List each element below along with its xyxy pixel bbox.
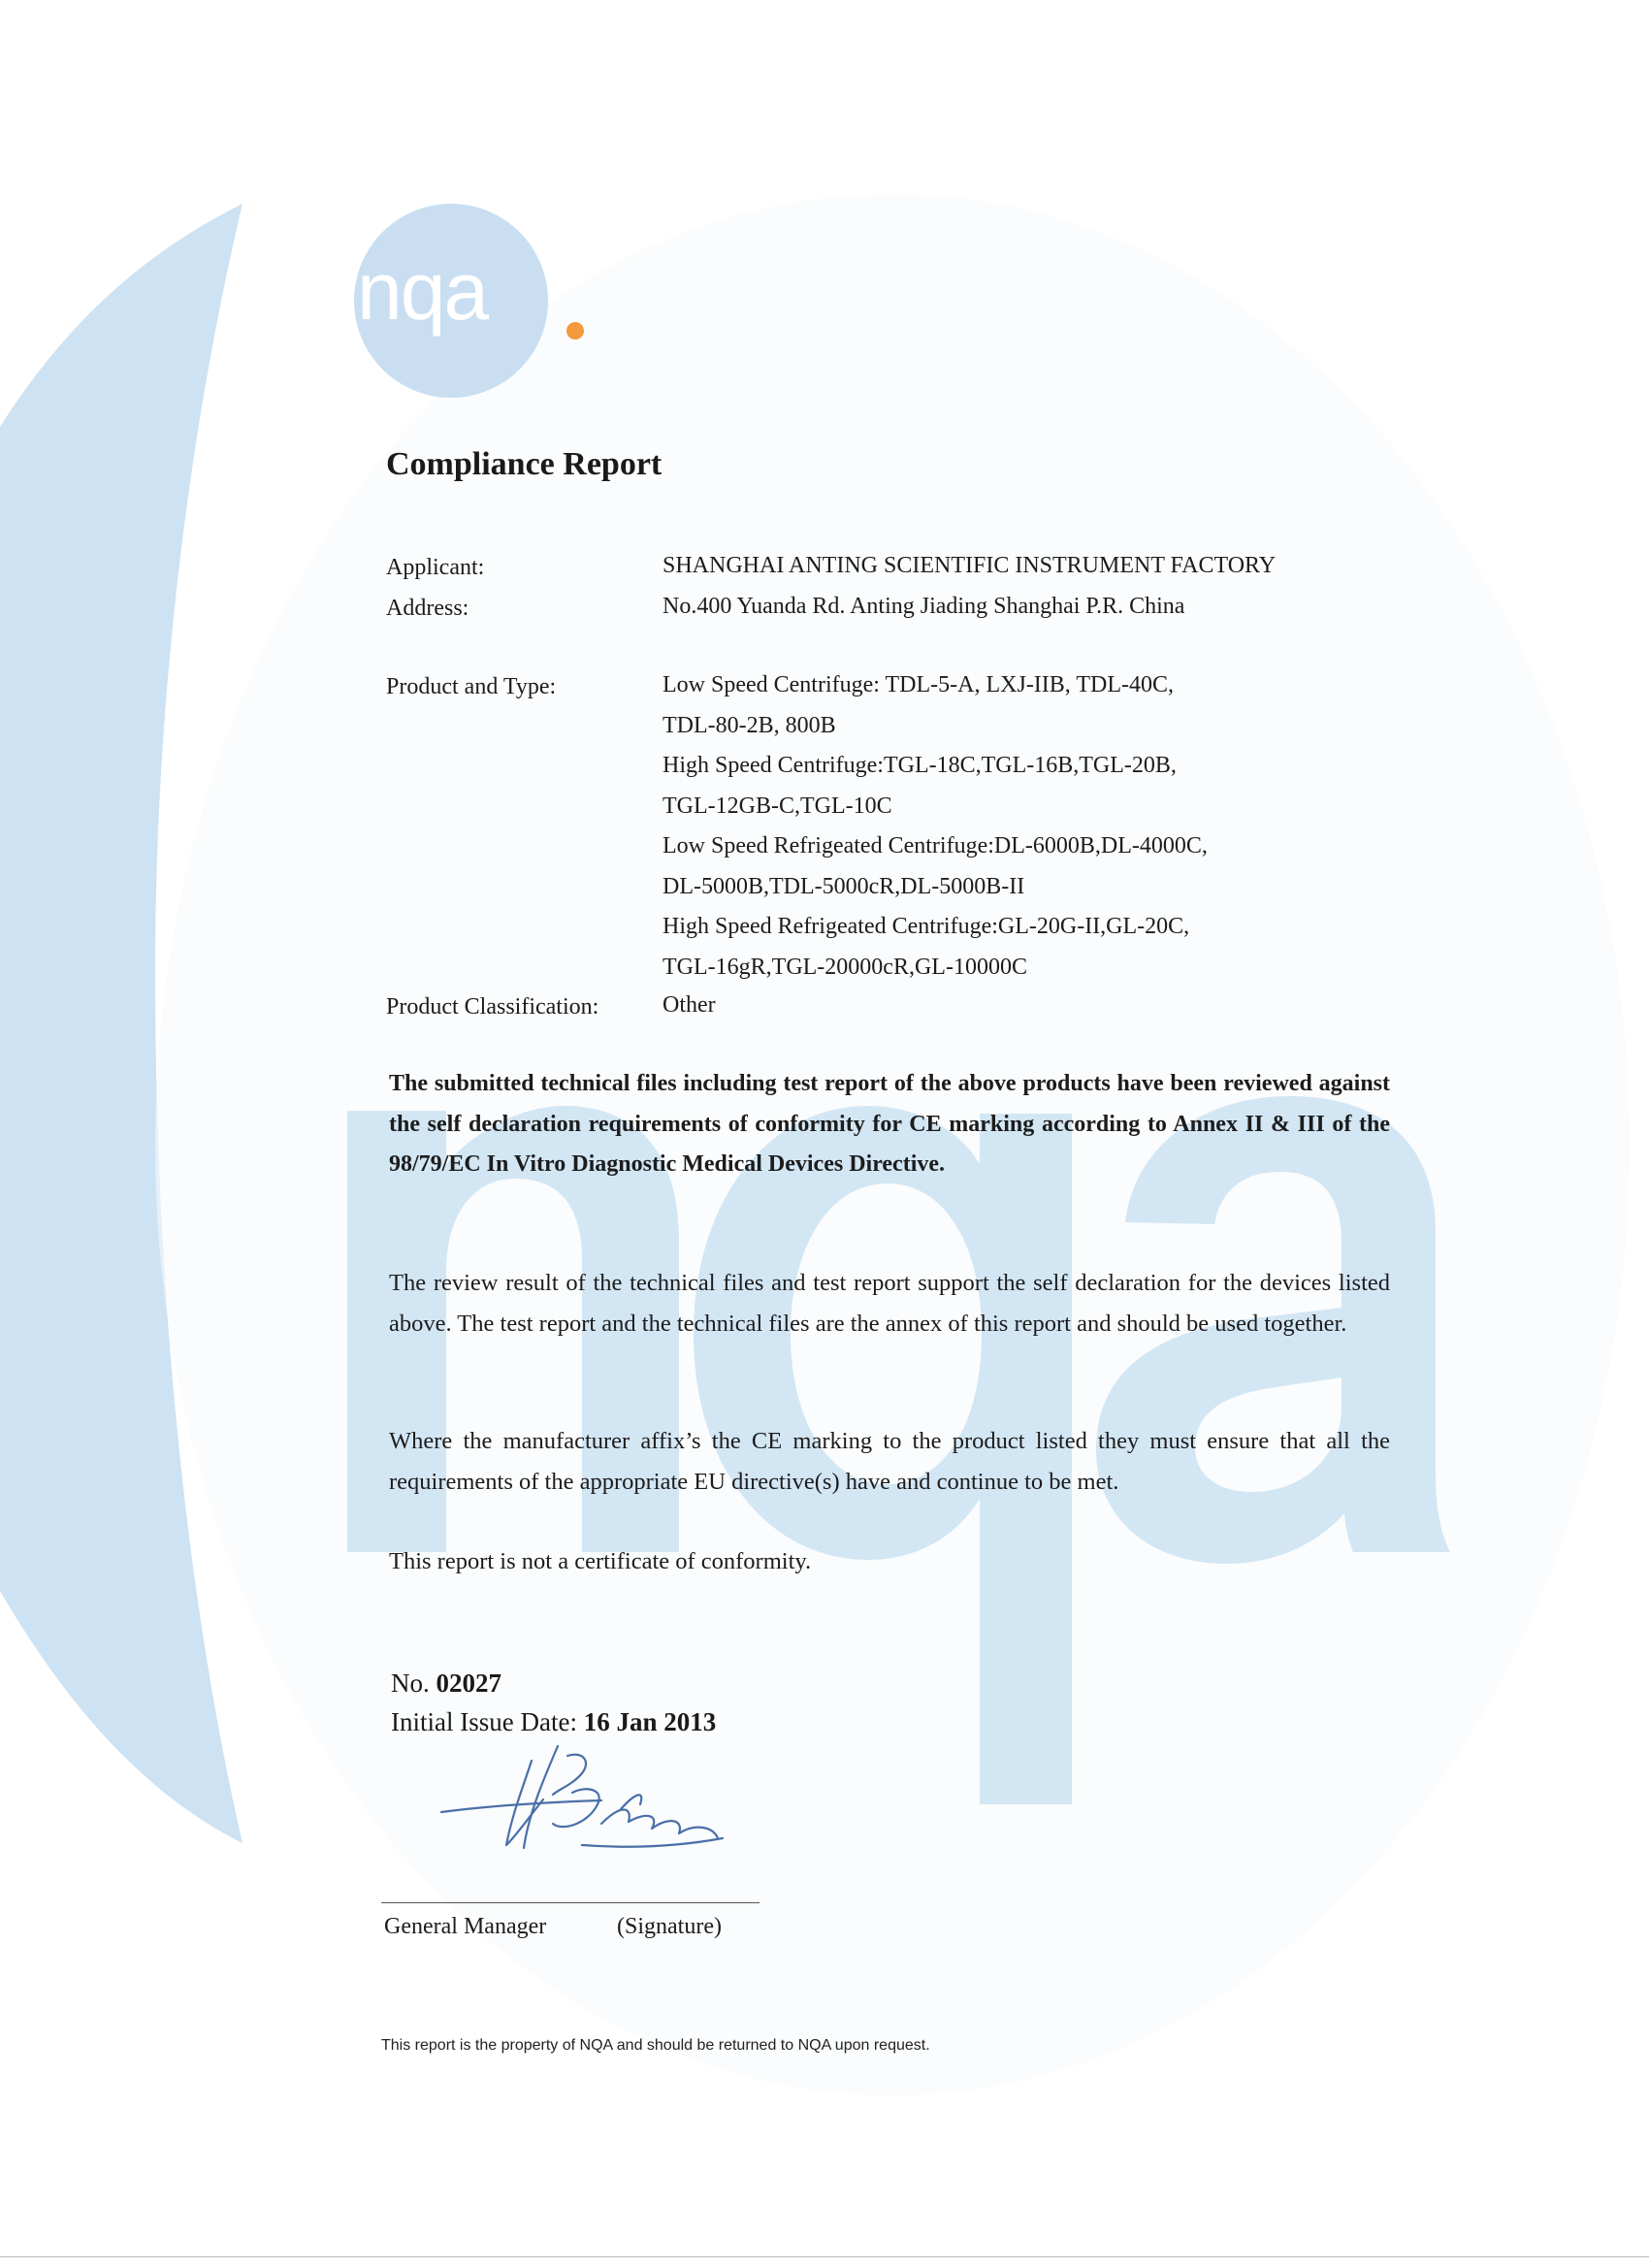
product-type-line: DL-5000B,TDL-5000cR,DL-5000B-II <box>663 874 1025 899</box>
report-number <box>391 1669 501 1699</box>
product-classification-label: Product Classification: <box>386 994 599 1020</box>
report-number-value: 02027 <box>436 1669 501 1698</box>
signature-label: (Signature) <box>617 1914 722 1939</box>
product-type-line: TGL-16gR,TGL-20000cR,GL-10000C <box>663 955 1027 980</box>
product-classification-value: Other <box>663 992 716 1018</box>
issue-date <box>391 1707 716 1737</box>
review-paragraph: The review result of the technical files and test report support the self declaration for the devices listed above. The test report and the technical files are the annex of this report and should be used together. <box>389 1270 1390 1337</box>
applicant-label: Applicant: <box>386 555 485 580</box>
manufacturer-paragraph: Where the manufacturer affix’s the CE marking to the product listed they must ensure that all the requirements of the appropriate EU directive(s) have and continue to be met. <box>389 1428 1390 1495</box>
product-type-label: Product and Type: <box>386 674 557 699</box>
statement-paragraph: The submitted technical files including test report of the above products have been reviewed against the self declaration requirements of conformity for CE marking according to Annex II & III of the 98/79/EC In Vitro Diagnostic Medical Devices Directive. <box>389 1071 1390 1177</box>
address-label: Address: <box>386 596 469 621</box>
logo-orange-dot <box>566 322 584 340</box>
issue-date-label: Initial Issue Date: <box>391 1707 577 1736</box>
page-title: Compliance Report <box>386 446 663 482</box>
product-type-line: TDL-80-2B, 800B <box>663 713 836 738</box>
issue-date-value: 16 Jan 2013 <box>583 1707 717 1736</box>
product-type-line: High Speed Centrifuge:TGL-18C,TGL-16B,TGL-20B, <box>663 753 1177 778</box>
product-type-line: Low Speed Refrigeated Centrifuge:DL-6000B,DL-4000C, <box>663 833 1208 859</box>
product-type-line: TGL-12GB-C,TGL-10C <box>663 794 892 819</box>
address-value: No.400 Yuanda Rd. Anting Jiading Shanghai P.R. China <box>663 594 1185 619</box>
signature-line <box>381 1902 760 1903</box>
nqa-logo-text: nqa <box>357 245 488 337</box>
signatory-title: General Manager <box>384 1914 547 1939</box>
not-certificate-paragraph: This report is not a certificate of conformity. <box>389 1548 812 1574</box>
applicant-value: SHANGHAI ANTING SCIENTIFIC INSTRUMENT FACTORY <box>663 553 1277 578</box>
product-type-line: High Speed Refrigeated Centrifuge:GL-20G-II,GL-20C, <box>663 914 1190 939</box>
scan-edge-line <box>0 2256 1649 2257</box>
product-type-line: Low Speed Centrifuge: TDL-5-A, LXJ-IIB, TDL-40C, <box>663 672 1175 697</box>
footer-note: This report is the property of NQA and should be returned to NQA upon request. <box>381 2037 930 2054</box>
report-number-label: No. <box>391 1669 430 1698</box>
